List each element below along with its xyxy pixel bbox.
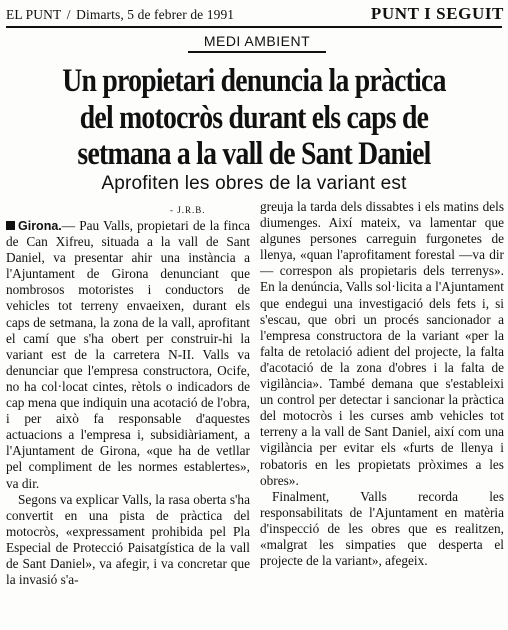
headline-line-3: setmana a la vall de Sant Daniel bbox=[77, 136, 431, 172]
byline: - J.R.B. bbox=[170, 205, 206, 215]
paragraph: Finalment, Valls recorda les responsabilitats de l'Ajuntament en matèria d'inspecció de les obres que es realitzen, «malgrat les simpaties que desperta el projecte de la variant», afegeix. bbox=[260, 488, 504, 569]
issue-date: Dimarts, 5 de febrer de 1991 bbox=[76, 7, 235, 22]
headline-line-2: del motocròs durant els caps de bbox=[79, 100, 429, 136]
subtitle: Aprofiten les obres de la variant est bbox=[101, 173, 407, 194]
paragraph-text: — Pau Valls, propietari de la finca de Can Xifreu, situada a la vall de Sant Daniel, va presentar ahir una instància a l'Ajuntament de Girona denunciant que nombrosos motoristes i conductors de vehicles tot terreny envaeixen, durant els caps de setmana, la zona de la vall, aprofitant el camí que s'ha obert per construir-hi la variant est de la carretera N-II. Valls va denunciar que l'empresa constructora, Ocife, no ha col·locat cintes, rètols o indicadors de cap mena que indiquin una acotació de l'obra, i per això fa responsable d'aquestes actuacions a l'empresa i, subsidiàriament, a l'Ajuntament de Girona, «que ha de vetllar pel compliment de les normes establertes», va dir. bbox=[6, 218, 250, 491]
paragraph: Segons va explicar Valls, la rasa oberta s'ha convertit en una pista de pràctica del motocròs, «expressament prohibida pel Pla Especial de Protecció Paisatgística de la vall de Sant Daniel», va afegir, i va concretar que la invasió s'a- bbox=[6, 491, 250, 588]
publication-name: EL PUNT bbox=[6, 7, 62, 22]
paragraph bbox=[6, 218, 250, 492]
section-tag: MEDI AMBIENT bbox=[203, 33, 311, 49]
paragraph: greuja la tarda dels dissabtes i els matins dels diumenges. Així mateix, va lamentar que algunes persones carreguin furgonetes de llenya, «quan l'aprofitament forestal —va dir— correspon als propietaris dels terrenys». En la denúncia, Valls sol·licita a l'Ajuntament que endegui una investigació dels fets i, si s'escau, que obri un procés sancionador a l'empresa constructora de la variant «per la falta de retolació adient del projecte, la falta d'acotació de la zona d'obres i la falta de vigilància». També demana que s'estableixi un control per detectar i sancionar la pràctica del motocròs i les curses amb vehicles tot terreny a la vall de Sant Daniel, així com una vigilància per evitar els «furts de llenya i robatoris en les propietats pròximes a les obres». bbox=[260, 199, 504, 488]
header-rule bbox=[6, 26, 502, 28]
lead-square-icon bbox=[6, 221, 15, 230]
headline-line-1: Un propietari denuncia la pràctica bbox=[62, 63, 446, 99]
header-publication-line: EL PUNT / Dimarts, 5 de febrer de 1991 bbox=[6, 7, 235, 22]
page-header bbox=[6, 4, 504, 26]
article-column-right bbox=[260, 199, 504, 569]
article-column-left bbox=[6, 218, 250, 588]
section-tag-underline bbox=[188, 51, 326, 53]
dateline: Girona. bbox=[18, 219, 62, 233]
section-name: PUNT I SEGUIT bbox=[370, 4, 504, 23]
